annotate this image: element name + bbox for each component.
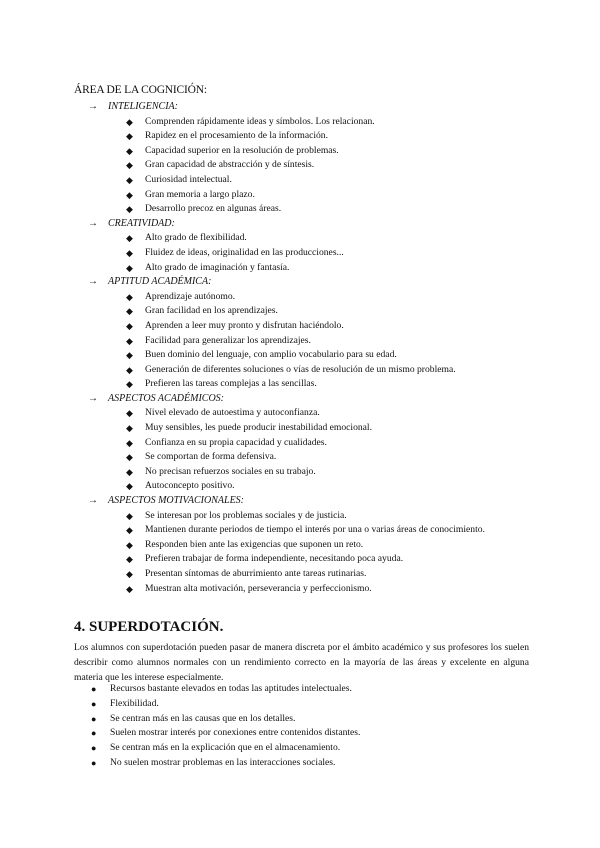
list-item: [74, 682, 574, 697]
diamond-bullet-icon: ◆: [126, 408, 133, 419]
category-label: ASPECTOS ACADÉMICOS:: [108, 392, 225, 404]
list-item-text: No precisan refuerzos sociales en su trabajo.: [145, 465, 316, 477]
arrow-right-icon: →: [88, 495, 98, 507]
diamond-bullet-icon: ◆: [126, 364, 133, 375]
list-item: [74, 188, 594, 203]
bullet-dot-icon: ●: [91, 757, 97, 768]
list-item-text: Aprenden a leer muy pronto y disfrutan haciéndolo.: [145, 319, 344, 331]
list-item-text: Fluidez de ideas, originalidad en las producciones...: [145, 246, 344, 258]
list-item-text: Autoconcepto positivo.: [145, 480, 235, 492]
list-item-text: Se comportan de forma defensiva.: [145, 451, 277, 463]
list-item: [74, 436, 594, 451]
diamond-bullet-icon: ◆: [126, 379, 133, 390]
category-label: CREATIVIDAD:: [108, 217, 175, 229]
list-item-text: Buen dominio del lenguaje, con amplio vocabulario para su edad.: [145, 349, 397, 361]
list-item: [74, 363, 594, 378]
superdotacion-bullet-list: [74, 682, 574, 771]
diamond-bullet-icon: ◆: [126, 481, 133, 492]
cognition-list: [74, 100, 594, 596]
list-item-text: Facilidad para generalizar los aprendizajes.: [145, 334, 311, 346]
list-item: [74, 406, 594, 421]
list-item: [74, 450, 594, 465]
list-item-text: Presentan síntomas de aburrimiento ante tareas rutinarias.: [145, 568, 367, 579]
list-item: [74, 465, 594, 480]
list-item: [74, 697, 574, 712]
diamond-bullet-icon: ◆: [126, 466, 133, 477]
list-item: [74, 290, 594, 305]
list-item-text: Confianza en su propia capacidad y cualidades.: [145, 436, 327, 448]
diamond-bullet-icon: ◆: [126, 204, 133, 215]
list-item-text: Muy sensibles, les puede producir inestabilidad emocional.: [145, 422, 372, 434]
diamond-bullet-icon: ◆: [126, 554, 133, 565]
list-item: [74, 538, 594, 553]
diamond-bullet-icon: ◆: [126, 262, 133, 273]
list-item-text: Capacidad superior en la resolución de problemas.: [145, 144, 339, 156]
list-item: [74, 173, 594, 188]
list-item-text: Se interesan por los problemas sociales y de justicia.: [145, 509, 347, 521]
list-item-text: Gran capacidad de abstracción y de síntesis.: [145, 159, 315, 171]
arrow-right-icon: →: [88, 276, 98, 288]
bullet-dot-icon: ●: [91, 743, 97, 754]
arrow-right-icon: →: [88, 392, 98, 404]
list-item-text: Recursos bastante elevados en todas las aptitudes intelectuales.: [110, 683, 352, 694]
diamond-bullet-icon: ◆: [126, 510, 133, 521]
category-heading: [74, 100, 594, 115]
list-item-text: Gran memoria a largo plazo.: [145, 188, 255, 200]
list-item: [74, 319, 594, 334]
list-item: [74, 115, 594, 130]
list-item: [74, 377, 594, 392]
diamond-bullet-icon: ◆: [126, 189, 133, 200]
list-item-text: No suelen mostrar problemas en las interacciones sociales.: [110, 756, 336, 768]
cognition-heading: ÁREA DE LA COGNICIÓN:: [74, 84, 207, 96]
list-item: [74, 348, 594, 363]
list-item: [74, 334, 594, 349]
list-item: [74, 756, 574, 771]
list-item: [74, 509, 594, 524]
list-item-text: Rapidez en el procesamiento de la información.: [145, 130, 329, 142]
list-item: [74, 158, 594, 173]
superdotacion-paragraph: Los alumnos con superdotación pueden pasar de manera discreta por el ámbito académico y sus profesores los suelen describir como alumnos normales con un rendimiento correcto en la mayoría de las áreas y excelente en alguna materia que les interese especialmente.: [74, 642, 529, 683]
list-item-text: Comprenden rápidamente ideas y símbolos. Los relacionan.: [145, 115, 375, 127]
list-item-text: Aprendizaje autónomo.: [145, 290, 236, 302]
list-item: [74, 582, 594, 597]
list-item: [74, 552, 594, 567]
bullet-dot-icon: ●: [91, 698, 97, 709]
arrow-right-icon: →: [88, 101, 98, 112]
diamond-bullet-icon: ◆: [126, 437, 133, 448]
list-item: [74, 231, 594, 246]
diamond-bullet-icon: ◆: [126, 160, 133, 171]
category-heading: [74, 217, 594, 232]
diamond-bullet-icon: ◆: [126, 247, 133, 258]
diamond-bullet-icon: ◆: [126, 583, 133, 594]
list-item: [74, 523, 594, 538]
list-item: [74, 741, 574, 756]
list-item-text: Se centran más en la explicación que en el almacenamiento.: [110, 742, 341, 754]
list-item-text: Suelen mostrar interés por conexiones entre contenidos distantes.: [110, 727, 361, 739]
bullet-dot-icon: ●: [91, 684, 97, 694]
list-item: [74, 712, 574, 727]
list-item: [74, 421, 594, 436]
category-label: INTELIGENCIA:: [108, 101, 178, 112]
diamond-bullet-icon: ◆: [126, 569, 133, 579]
list-item: [74, 726, 574, 741]
list-item-text: Generación de diferentes soluciones o vías de resolución de un mismo problema.: [145, 363, 456, 375]
list-item-text: Alto grado de flexibilidad.: [145, 232, 247, 244]
list-item: [74, 246, 594, 261]
bullet-dot-icon: ●: [91, 728, 97, 739]
diamond-bullet-icon: ◆: [126, 174, 133, 185]
list-item-text: Desarrollo precoz en algunas áreas.: [145, 203, 282, 215]
list-item-text: Mantienen durante periodos de tiempo el interés por una o varias áreas de conocimiento.: [145, 524, 485, 536]
diamond-bullet-icon: ◆: [126, 116, 133, 127]
list-item: [74, 479, 594, 494]
bullet-dot-icon: ●: [91, 713, 97, 724]
list-item-text: Curiosidad intelectual.: [145, 173, 232, 185]
diamond-bullet-icon: ◆: [126, 423, 133, 434]
diamond-bullet-icon: ◆: [126, 452, 133, 463]
list-item-text: Nivel elevado de autoestima y autoconfianza.: [145, 407, 320, 419]
list-item-text: Prefieren trabajar de forma independiente, necesitando poca ayuda.: [145, 553, 404, 565]
list-item-text: Alto grado de imaginación y fantasía.: [145, 261, 290, 273]
list-item-text: Responden bien ante las exigencias que suponen un reto.: [145, 538, 364, 550]
list-item: [74, 567, 594, 582]
diamond-bullet-icon: ◆: [126, 335, 133, 346]
list-item-text: Prefieren las tareas complejas a las sencillas.: [145, 378, 317, 390]
diamond-bullet-icon: ◆: [126, 145, 133, 156]
list-item-text: Se centran más en las causas que en los detalles.: [110, 712, 296, 724]
list-item-text: Muestran alta motivación, perseverancia y perfeccionismo.: [145, 582, 372, 594]
diamond-bullet-icon: ◆: [126, 233, 133, 244]
arrow-right-icon: →: [88, 217, 98, 229]
diamond-bullet-icon: ◆: [126, 291, 133, 302]
list-item: [74, 202, 594, 217]
superdotacion-heading: 4. SUPERDOTACIÓN.: [74, 619, 224, 635]
list-item: [74, 304, 594, 319]
category-heading: [74, 494, 594, 509]
category-heading: [74, 275, 594, 290]
list-item: [74, 144, 594, 159]
category-heading: [74, 392, 594, 407]
list-item: [74, 129, 594, 144]
diamond-bullet-icon: ◆: [126, 539, 133, 550]
diamond-bullet-icon: ◆: [126, 131, 133, 142]
diamond-bullet-icon: ◆: [126, 525, 133, 536]
list-item-text: Flexibilidad.: [110, 697, 159, 709]
list-item-text: Gran facilidad en los aprendizajes.: [145, 305, 278, 317]
diamond-bullet-icon: ◆: [126, 350, 133, 361]
list-item: [74, 261, 594, 276]
category-label: APTITUD ACADÉMICA:: [108, 276, 212, 288]
diamond-bullet-icon: ◆: [126, 320, 133, 331]
category-label: ASPECTOS MOTIVACIONALES:: [108, 495, 245, 507]
diamond-bullet-icon: ◆: [126, 306, 133, 317]
